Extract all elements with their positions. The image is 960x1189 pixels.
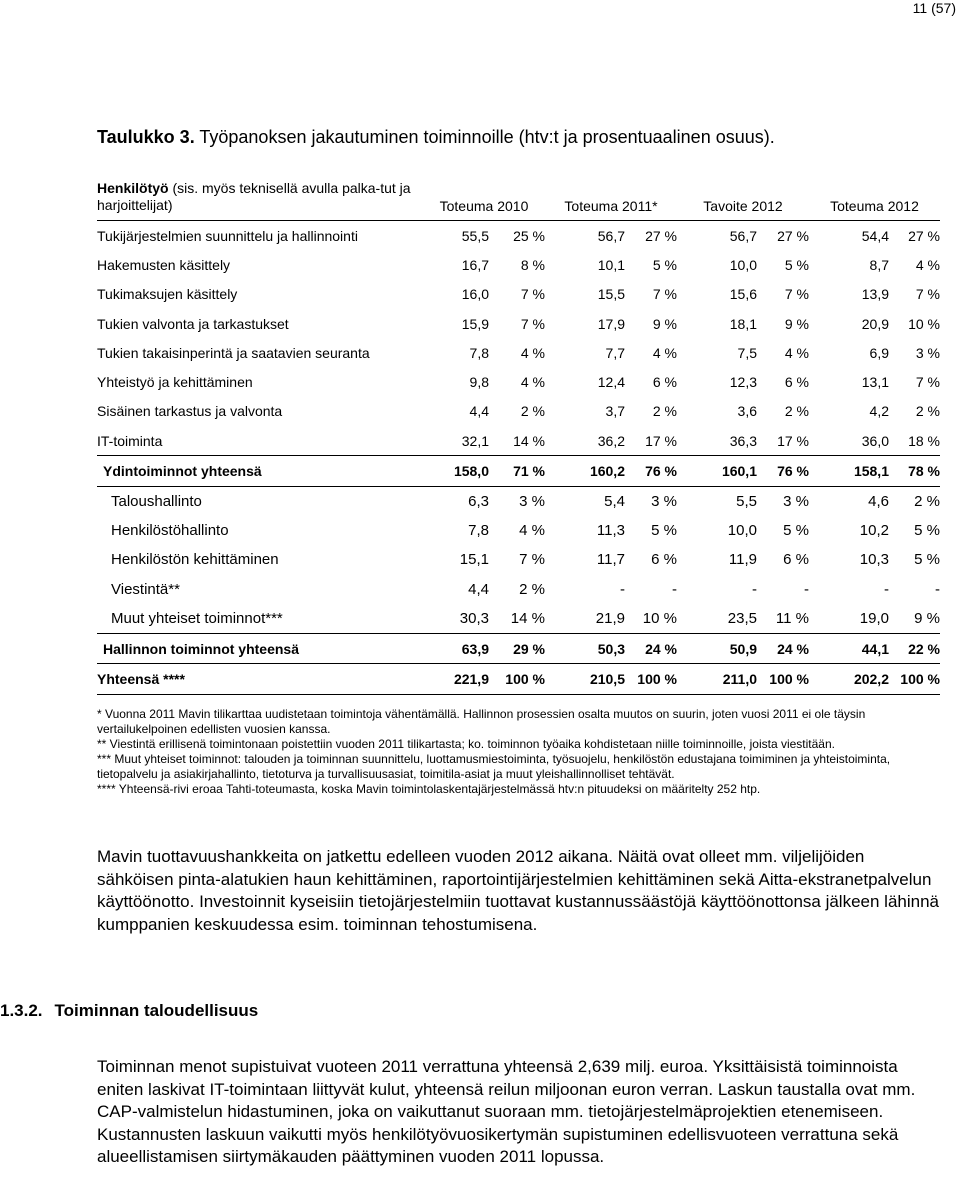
column-header: Toteuma 2011* — [564, 198, 658, 214]
htv-value: - — [620, 580, 625, 598]
htv-value: 11,7 — [596, 551, 625, 569]
percent-value: 17 % — [645, 432, 677, 449]
htv-value: 10,0 — [727, 522, 757, 540]
row-label: Tukien takaisinperintä ja saatavien seuranta — [97, 344, 370, 361]
htv-value: 44,1 — [809, 634, 889, 664]
row-label: Muut yhteiset toiminnot*** — [111, 610, 283, 627]
htv-value: 202,2 — [809, 664, 889, 694]
htv-value: 50,3 — [545, 634, 625, 664]
htv-value: 7,8 — [469, 344, 489, 361]
percent-value: 2 % — [520, 403, 545, 420]
percent-value: 4 % — [520, 344, 545, 361]
htv-value: 20,9 — [861, 315, 889, 332]
percent-value: 4 % — [784, 344, 809, 361]
percent-value: 4 % — [915, 256, 940, 273]
percent-value: 29 % — [489, 634, 545, 664]
percent-value: 10 % — [908, 315, 940, 332]
htv-value: 6,3 — [468, 492, 489, 510]
percent-value: 4 % — [519, 522, 545, 540]
percent-value: 76 % — [625, 456, 677, 486]
htv-value: 4,2 — [869, 403, 889, 420]
percent-value: 10 % — [642, 610, 677, 627]
percent-value: 7 % — [915, 374, 940, 391]
percent-value: 100 % — [889, 664, 940, 694]
htv-value: 17,9 — [597, 315, 625, 332]
table-row — [97, 280, 940, 309]
percent-value: 24 % — [625, 634, 677, 664]
htv-value: 4,4 — [468, 580, 489, 598]
htv-value: 21,9 — [595, 610, 625, 627]
percent-value: 9 % — [914, 610, 940, 627]
row-label: Hakemusten käsittely — [97, 256, 231, 273]
htv-value: 36,2 — [597, 432, 625, 449]
htv-value: 3,6 — [737, 403, 757, 420]
section-title: Toiminnan taloudellisuus — [54, 1001, 259, 1020]
percent-value: 25 % — [513, 227, 545, 244]
htv-value: 54,4 — [861, 227, 889, 244]
htv-value: - — [884, 580, 889, 598]
htv-value: 4,6 — [868, 492, 889, 510]
htv-value: 19,0 — [859, 610, 889, 627]
htv-value: 56,7 — [597, 227, 625, 244]
htv-value: 10,1 — [597, 256, 625, 273]
percent-value: 3 % — [651, 492, 677, 510]
htv-value: 211,0 — [677, 664, 757, 694]
row-label: Tukimaksujen käsittely — [97, 286, 238, 303]
column-header: Toteuma 2012 — [830, 198, 919, 214]
header-label: Henkilötyö (sis. myös teknisellä avulla palka-tut ja harjoittelijat) — [97, 180, 411, 213]
section-heading — [0, 1001, 258, 1021]
percent-value: - — [672, 580, 677, 598]
caption-label: Taulukko 3. — [97, 127, 195, 147]
htv-value: 158,1 — [809, 456, 889, 486]
percent-value: 2 % — [652, 403, 677, 420]
column-header: Toteuma 2010 — [439, 198, 529, 214]
percent-value: 8 % — [520, 256, 545, 273]
table-row — [97, 545, 940, 574]
paragraph-productivity: Mavin tuottavuushankkeita on jatkettu edelleen vuoden 2012 aikana. Näitä ovat olleet mm. viljelijöiden sähköisen pinta-alatukien haun kehittäminen, raportointijärjestelmien kehittäminen sekä Aitta-ekstranetpalvelun käyttöönotto. Investoinnit kyseisiin tietojärjestelmiin tuottavat kustannussäästöjä käyttöönottonsa jälkeen lähinnä kumppanien keskuudessa esim. toiminnan tehostumisena. — [97, 847, 939, 934]
percent-value: 7 % — [520, 315, 545, 332]
htv-value: 30,3 — [459, 610, 489, 627]
htv-value: 5,4 — [604, 492, 625, 510]
row-label: Yhteensä **** — [97, 664, 423, 694]
table-row — [97, 516, 940, 545]
htv-value: 5,5 — [736, 492, 757, 510]
percent-value: 7 % — [519, 551, 545, 569]
table-row — [97, 221, 940, 251]
htv-value: 10,3 — [859, 551, 889, 569]
percent-value: 71 % — [489, 456, 545, 486]
percent-value: 27 % — [777, 227, 809, 244]
percent-value: 2 % — [519, 580, 545, 598]
percent-value: 17 % — [777, 432, 809, 449]
percent-value: 76 % — [757, 456, 809, 486]
row-label: Ydintoiminnot yhteensä — [97, 456, 423, 486]
htv-value: 23,5 — [727, 610, 757, 627]
htv-value: 36,0 — [861, 432, 889, 449]
row-label: Taloushallinto — [111, 492, 202, 510]
htv-value: 18,1 — [729, 315, 757, 332]
htv-value: 56,7 — [729, 227, 757, 244]
percent-value: 7 % — [652, 286, 677, 303]
htv-value: 7,7 — [605, 344, 625, 361]
htv-value: 3,7 — [605, 403, 625, 420]
percent-value: 6 % — [651, 551, 677, 569]
percent-value: 5 % — [784, 256, 809, 273]
htv-value: 160,1 — [677, 456, 757, 486]
table-caption — [97, 126, 937, 148]
htv-value: 55,5 — [461, 227, 489, 244]
percent-value: 2 % — [915, 403, 940, 420]
percent-value: 100 % — [757, 664, 809, 694]
htv-value: 12,4 — [597, 374, 625, 391]
htv-value: 11,9 — [728, 551, 757, 569]
table-row — [97, 634, 940, 664]
htv-value: 15,9 — [461, 315, 489, 332]
htv-value: 32,1 — [461, 432, 489, 449]
percent-value: 24 % — [757, 634, 809, 664]
htv-value: 8,7 — [869, 256, 889, 273]
percent-value: 2 % — [784, 403, 809, 420]
row-label: Tukien valvonta ja tarkastukset — [97, 315, 289, 332]
htv-value: 9,8 — [469, 374, 489, 391]
htv-value: 13,1 — [861, 374, 889, 391]
htv-value: 10,2 — [859, 522, 889, 540]
table-row — [97, 456, 940, 486]
htv-value: 63,9 — [423, 634, 489, 664]
table-row — [97, 309, 940, 338]
htv-value: 36,3 — [729, 432, 757, 449]
percent-value: 14 % — [513, 432, 545, 449]
table-row — [97, 426, 940, 456]
row-label: Henkilöstön kehittäminen — [111, 551, 279, 569]
percent-value: 5 % — [914, 522, 940, 540]
percent-value: - — [935, 580, 940, 598]
table-header-row — [97, 178, 940, 221]
percent-value: 27 % — [645, 227, 677, 244]
percent-value: 5 % — [783, 522, 809, 540]
caption-text: Työpanoksen jakautuminen toiminnoille (htv:t ja prosentuaalinen osuus). — [199, 127, 775, 147]
table-row — [97, 604, 940, 634]
table-row — [97, 664, 940, 694]
percent-value: 11 % — [775, 610, 809, 627]
percent-value: - — [804, 580, 809, 598]
percent-value: 7 % — [915, 286, 940, 303]
percent-value: 2 % — [914, 492, 940, 510]
percent-value: 4 % — [652, 344, 677, 361]
percent-value: 9 % — [784, 315, 809, 332]
htv-value: 16,0 — [461, 286, 489, 303]
percent-value: 5 % — [914, 551, 940, 569]
page-number: 11 (57) — [912, 0, 956, 16]
table-row — [97, 367, 940, 396]
percent-value: 27 % — [908, 227, 940, 244]
percent-value: 22 % — [889, 634, 940, 664]
table-row — [97, 250, 940, 279]
htv-value: 4,4 — [469, 403, 489, 420]
htv-value: 158,0 — [423, 456, 489, 486]
htv-value: 15,6 — [729, 286, 757, 303]
percent-value: 7 % — [520, 286, 545, 303]
percent-value: 100 % — [489, 664, 545, 694]
htv-value: 11,3 — [596, 522, 625, 540]
paragraph-economy: Toiminnan menot supistuivat vuoteen 2011 verrattuna yhteensä 2,639 milj. euroa. Yksittäisistä toiminnoista eniten laskivat IT-toimintaan liittyvät kulut, yhteensä reilun miljoonan euron verran. Laskun taustalla ovat mm. CAP-valmistelun hidastuminen, joka on vaikuttanut suoraan mm. tietojärjestelmäprojektien etenemiseen. Kustannusten laskuun vaikutti myös henkilötyövuosikertymän supistuminen edellisvuoteen verrattuna sekä alueellistamisen siirtymäkauden päättyminen vuoden 2011 lopussa. — [97, 1057, 916, 1166]
percent-value: 3 % — [783, 492, 809, 510]
table-row — [97, 486, 940, 516]
htv-value: 160,2 — [545, 456, 625, 486]
section-number: 1.3.2. — [0, 1001, 43, 1020]
footnote: ** Viestintä erillisenä toimintonaan poistettiin vuoden 2011 tilikartasta; ko. toiminnon työaika kohdistetaan niille toiminnoille, joista viestitään. — [97, 737, 835, 751]
htv-value: 6,9 — [869, 344, 889, 361]
percent-value: 3 % — [519, 492, 545, 510]
percent-value: 78 % — [889, 456, 940, 486]
row-label: Hallinnon toiminnot yhteensä — [97, 634, 423, 664]
percent-value: 5 % — [651, 522, 677, 540]
htv-value: 50,9 — [677, 634, 757, 664]
row-label: Viestintä** — [111, 580, 180, 598]
footnote: *** Muut yhteiset toiminnot: talouden ja toiminnan suunnittelu, luottamusmiestoiminta, työsuojelu, henkilöstön edustajana toimiminen ja yhteistoiminta, tietopalvelu ja asiakirjahallinto, tietoturva ja turvallisuusasiat, toimitila-asiat ja muut yleishallinnolliset tehtävät. — [97, 752, 891, 781]
htv-value: 221,9 — [423, 664, 489, 694]
row-label: IT-toiminta — [97, 432, 163, 449]
percent-value: 6 % — [652, 374, 677, 391]
percent-value: 100 % — [625, 664, 677, 694]
percent-value: 7 % — [784, 286, 809, 303]
row-label: Yhteistyö ja kehittäminen — [97, 374, 253, 391]
percent-value: 6 % — [783, 551, 809, 569]
column-header: Tavoite 2012 — [703, 198, 783, 214]
htv-value: 16,7 — [461, 256, 489, 273]
percent-value: 4 % — [520, 374, 545, 391]
table-footnotes — [97, 707, 947, 797]
htv-value: 10,0 — [729, 256, 757, 273]
htv-value: 15,5 — [597, 286, 625, 303]
row-label: Tukijärjestelmien suunnittelu ja hallinnointi — [97, 227, 358, 244]
htv-value: - — [752, 580, 757, 598]
row-label: Henkilöstöhallinto — [111, 522, 229, 540]
footnote: * Vuonna 2011 Mavin tilikarttaa uudistetaan toimintoja vähentämällä. Hallinnon prosessien osalta muutos on suurin, joten vuosi 2011 ei ole täysin vertailukelpoinen edellisten vuosien kanssa. — [97, 707, 866, 736]
row-label: Sisäinen tarkastus ja valvonta — [97, 403, 283, 420]
percent-value: 14 % — [510, 610, 545, 627]
htv-value: 7,8 — [468, 522, 489, 540]
htv-value: 15,1 — [459, 551, 489, 569]
htv-value: 210,5 — [545, 664, 625, 694]
percent-value: 3 % — [915, 344, 940, 361]
table-row — [97, 397, 940, 426]
htv-value: 12,3 — [729, 374, 757, 391]
htv-value: 7,5 — [737, 344, 757, 361]
percent-value: 6 % — [784, 374, 809, 391]
percent-value: 18 % — [908, 432, 940, 449]
footnote: **** Yhteensä-rivi eroaa Tahti-toteumasta, koska Mavin toimintolaskentajärjestelmässä htv:n pituudeksi on määritelty 252 htp. — [97, 782, 761, 796]
percent-value: 5 % — [652, 256, 677, 273]
table-row — [97, 338, 940, 367]
percent-value: 9 % — [652, 315, 677, 332]
workload-table — [97, 178, 940, 695]
table-row — [97, 575, 940, 604]
htv-value: 13,9 — [861, 286, 889, 303]
